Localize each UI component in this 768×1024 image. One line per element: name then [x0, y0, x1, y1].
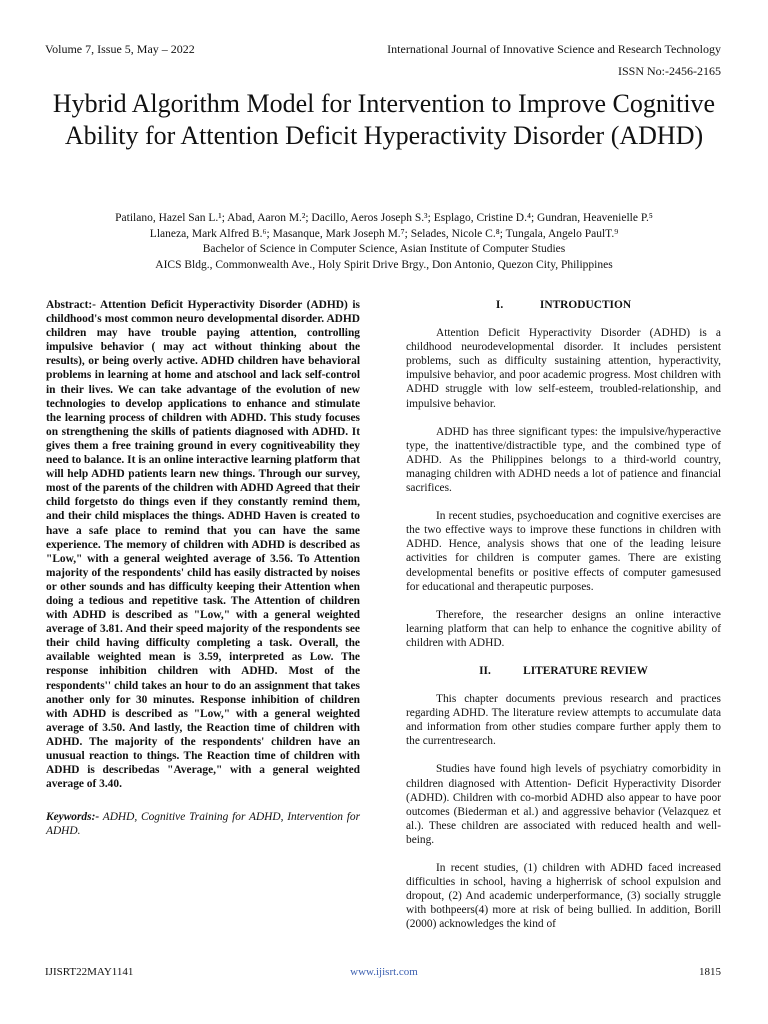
- author-line-1: Patilano, Hazel San L.¹; Abad, Aaron M.²; Dacillo, Aeros Joseph S.³; Esplago, Cristine D.⁴; Gundran, Heavenielle P.⁵: [115, 212, 653, 224]
- section-number: I.: [495, 299, 504, 311]
- right-column: [406, 298, 721, 945]
- address: AICS Bldg., Commonwealth Ave., Holy Spirit Drive Brgy., Don Antonio, Quezon City, Philippines: [155, 258, 613, 271]
- paragraph: This chapter documents previous research and practices regarding ADHD. The literature review attempts to accumulate data and information from other studies compare further apply them to the currentresearch.: [406, 693, 721, 748]
- paper-title: Hybrid Algorithm Model for Intervention to Improve Cognitive Ability for Attention Deficit Hyperactivity Disorder (ADHD): [52, 89, 716, 150]
- section-title: LITERATURE REVIEW: [523, 664, 648, 677]
- paragraph: In recent studies, psychoeducation and cognitive exercises are the two effective ways to improve these functions in children with ADHD. Hence, analysis shows that one of the leading leisure activities for children is computer games. There are existing developmental benefits or positive effects of computer gamesused for educational and therapeutic purposes.: [406, 510, 721, 593]
- abstract: Abstract:- Attention Deficit Hyperactivity Disorder (ADHD) is childhood's most common neuro developmental disorder. ADHD children may have trouble paying attention, controlling impulsive behavior ( may act without thinking about the results), or being overly active. ADHD children have behavioral problems in learning at home and atschool and lack self-control in their lives. We can take advantage of the evolution of new technologies to develop applications to enhance and stimulate the learning process of children with ADHD. This study focuses on strengthening the skills of patients diagnosed with ADHD. It gives them a free training ground in every cognitiveability they need to balance. It is an online interactive learning platform that will help ADHD patients learn new things. Through our survey, most of the parents of the children with ADHD Agreed that their child forgetsto do things even if they constantly remind them, and their child misplaces the things. ADHD Haven is created to have a safe place to remind that you can have the same experience. The memory of children with ADHD is described as "Low," with a general weighted average of 3.56. To Attention majority of the respondents' child has easily distracted by noises or other sounds and has difficulty keeping their Attention when doing a tedious and repetitive task. The Attention of children with ADHD is described as "Low," with a general weighted average of 3.81. And their speed majority of the respondents see their child having difficulty completing a task. Overall, the available weighted mean is 3.59, interpreted as Low. The response inhibition children with ADHD. Most of the respondents'' child takes an hour to do an assignment that takes another only for 30 minutes. Response inhibition of children with ADHD is described as "Low," with a general weighted average of 3.50. And lastly, the Reaction time of children with ADHD. The majority of the respondents' children have an unusual reaction to things. The Reaction time of children with ADHD is describedas "Average," with a general weighted average of 3.40.: [46, 299, 360, 791]
- page-number: 1815: [699, 966, 721, 978]
- paragraph: Therefore, the researcher designs an online interactive learning platform that can help to enhance the cognitive ability of children with ADHD.: [406, 608, 721, 649]
- author-block: [40, 211, 728, 273]
- section-heading-literature-review: [406, 664, 721, 678]
- paragraph: Studies have found high levels of psychiatry comorbidity in children diagnosed with Attention- Deficit Hyperactivity Disorder (ADHD). Children with co-morbid ADHD also appear to have poor outcomes (Biederman et al.) and aggressive behavior (Velazquez et al.). These children are associated with reduced health and well-being.: [406, 763, 721, 846]
- author-line-2: Llaneza, Mark Alfred B.⁶; Masanque, Mark Joseph M.⁷; Selades, Nicole C.⁸; Tungala, Angelo PaulT.⁹: [149, 227, 619, 240]
- left-column: [46, 298, 360, 838]
- keywords-text: ADHD, Cognitive Training for ADHD, Intervention for ADHD.: [46, 811, 360, 838]
- paper-id: IJISRT22MAY1141: [45, 966, 134, 978]
- section-title: INTRODUCTION: [539, 299, 632, 311]
- affiliation: Bachelor of Science in Computer Science, Asian Institute of Computer Studies: [202, 243, 566, 255]
- paragraph: ADHD has three significant types: the impulsive/hyperactive type, the inattentive/distractible type, and the combined type of ADHD. As the Philippines belongs to a third-world country, managing children with ADHD needs a lot of patience and financial sacrifices.: [406, 425, 721, 495]
- journal-name: International Journal of Innovative Science and Research Technology: [387, 42, 721, 56]
- keywords: [46, 810, 360, 838]
- section-heading-introduction: [406, 298, 721, 312]
- volume-info: Volume 7, Issue 5, May – 2022: [45, 42, 195, 56]
- paragraph: In recent studies, (1) children with ADHD faced increased difficulties in school, having a higherrisk of school expulsion and dropout, (2) And academic underperformance, (3) socially struggle with bothpeers(4) more at risk of being bullied. In addition, Borill (2000) acknowledges the kind of: [406, 862, 721, 931]
- paragraph: Attention Deficit Hyperactivity Disorder (ADHD) is a childhood neurodevelopmental disorder. It includes persistent problems, such as difficulty sustaining attention, hyperactivity, impulsive behavior, and poor academic progress. Most children with ADHD struggle with low self-esteem, troubled-relationship, and impulsive behavior.: [406, 327, 721, 410]
- issn: ISSN No:-2456-2165: [617, 64, 721, 78]
- journal-url-link[interactable]: www.ijisrt.com: [350, 966, 418, 978]
- keywords-label: Keywords:-: [46, 811, 100, 824]
- section-number: II.: [479, 664, 491, 677]
